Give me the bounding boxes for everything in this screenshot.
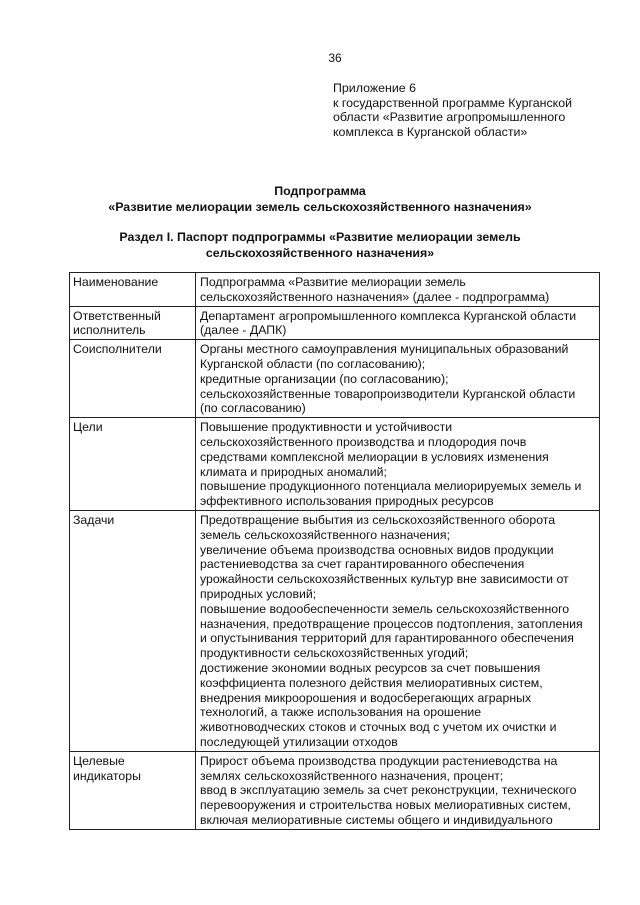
row-label-line: Ответственный <box>73 308 161 323</box>
row-value-line: природных условий; <box>200 586 317 601</box>
row-label <box>70 418 196 511</box>
row-value <box>196 306 600 340</box>
row-value-line: увеличение объема производства основных видов продукции <box>200 542 554 557</box>
table-row <box>70 306 600 340</box>
appendix-line: Приложение 6 <box>333 81 417 95</box>
row-value-line: животноводческих стоков и сточных вод с учетом их очистки и <box>200 720 557 735</box>
row-label-line: исполнитель <box>73 323 146 338</box>
row-value <box>196 510 600 751</box>
table-row <box>70 510 600 751</box>
row-label-line: Соисполнители <box>73 342 162 357</box>
row-label <box>70 510 196 751</box>
row-value-line: землях сельскохозяйственного назначения, процент; <box>200 768 504 783</box>
row-label-line: Наименование <box>73 275 159 289</box>
row-value-line: Департамент агропромышленного комплекса Курганской области <box>200 308 577 323</box>
table-row <box>70 273 600 307</box>
appendix-note <box>333 81 613 139</box>
row-value-line: повышение водообеспеченности земель сельскохозяйственного <box>200 601 570 616</box>
row-value-line: последующей утилизации отходов <box>200 734 398 749</box>
row-value-line: Прирост объема производства продукции растениеводства на <box>200 753 558 768</box>
row-value-line: коэффициента полезного действия мелиоративных систем, <box>200 675 543 690</box>
row-value-line: земель сельскохозяйственного назначения; <box>200 527 451 542</box>
row-value-line: продуктивности сельскохозяйственных угодий; <box>200 646 469 661</box>
row-value-line: повышение продукционного потенциала мелиорируемых земель и <box>200 479 582 494</box>
row-value <box>196 418 600 511</box>
row-value-line: Предотвращение выбытия из сельскохозяйственного оборота <box>200 512 556 527</box>
row-value <box>196 340 600 418</box>
row-label-line: индикаторы <box>73 768 141 783</box>
appendix-line: к государственной программе Курганской <box>333 95 573 110</box>
row-value-line: эффективного использования природных ресурсов <box>200 494 494 509</box>
row-value-line: назначения, предотвращение процессов подтопления, затопления <box>200 616 583 631</box>
passport-table-body <box>70 273 600 830</box>
row-value-line: (далее - ДАПК) <box>200 323 287 338</box>
row-label-line: Целевые <box>73 753 125 768</box>
row-value-line: внедрения микроорошения и водосберегающих аграрных <box>200 690 532 705</box>
row-value-line: климата и природных аномалий; <box>200 464 387 479</box>
row-value-line: растениеводства за счет гарантированного обеспечения <box>200 557 525 572</box>
row-value-line: ввод в эксплуатацию земель за счет реконструкции, технического <box>200 783 577 798</box>
subprogram-title-line: Подпрограмма <box>274 184 366 198</box>
appendix-line: области «Развитие агропромышленного <box>333 110 566 124</box>
row-value-line: перевооружения и строительства новых мелиоративных систем, <box>200 798 571 813</box>
row-value-line: Подпрограмма «Развитие мелиорации земель <box>200 275 466 289</box>
row-value-line: включая мелиоративные системы общего и индивидуального <box>200 812 553 827</box>
row-value-line: сельскохозяйственного назначения» (далее - подпрограмма) <box>200 289 550 304</box>
page-number: 36 <box>328 51 342 65</box>
section-title-line: Раздел I. Паспорт подпрограммы «Развитие мелиорации земель <box>119 230 521 244</box>
row-label-line: Задачи <box>73 512 115 527</box>
row-value <box>196 273 600 307</box>
passport-table <box>69 272 600 830</box>
section-title-line: сельскохозяйственного назначения» <box>205 245 435 260</box>
row-value-line: достижение экономии водных ресурсов за счет повышения <box>200 660 541 675</box>
row-value-line: средствами комплексной мелиорации в условиях изменения <box>200 449 549 464</box>
row-value-line: Повышение продуктивности и устойчивости <box>200 420 453 435</box>
section-title <box>0 230 640 261</box>
appendix-line: комплекса в Курганской области» <box>333 124 528 139</box>
row-value-line: и опустынивания территорий для гарантированного обеспечения <box>200 631 574 646</box>
row-label-line: Цели <box>73 420 103 435</box>
row-value-line: сельскохозяйственного производства и плодородия почв <box>200 434 527 449</box>
row-value-line: кредитные организации (по согласованию); <box>200 371 449 386</box>
row-value-line: Курганской области (по согласованию); <box>200 356 426 371</box>
row-label <box>70 751 196 829</box>
subprogram-title <box>0 184 640 215</box>
table-row <box>70 340 600 418</box>
row-label <box>70 273 196 307</box>
table-row <box>70 418 600 511</box>
row-value-line: (по согласованию) <box>200 401 306 416</box>
row-value-line: технологий, а также использования на орошение <box>200 705 482 720</box>
subprogram-title-line: «Развитие мелиорации земель сельскохозяйственного назначения» <box>108 199 532 214</box>
row-value-line: сельскохозяйственные товаропроизводители Курганской области <box>200 386 576 401</box>
row-value <box>196 751 600 829</box>
row-label <box>70 340 196 418</box>
row-value-line: Органы местного самоуправления муниципальных образований <box>200 342 569 357</box>
row-value-line: урожайности сельскохозяйственных культур вне зависимости от <box>200 572 569 587</box>
row-label <box>70 306 196 340</box>
table-row <box>70 751 600 829</box>
